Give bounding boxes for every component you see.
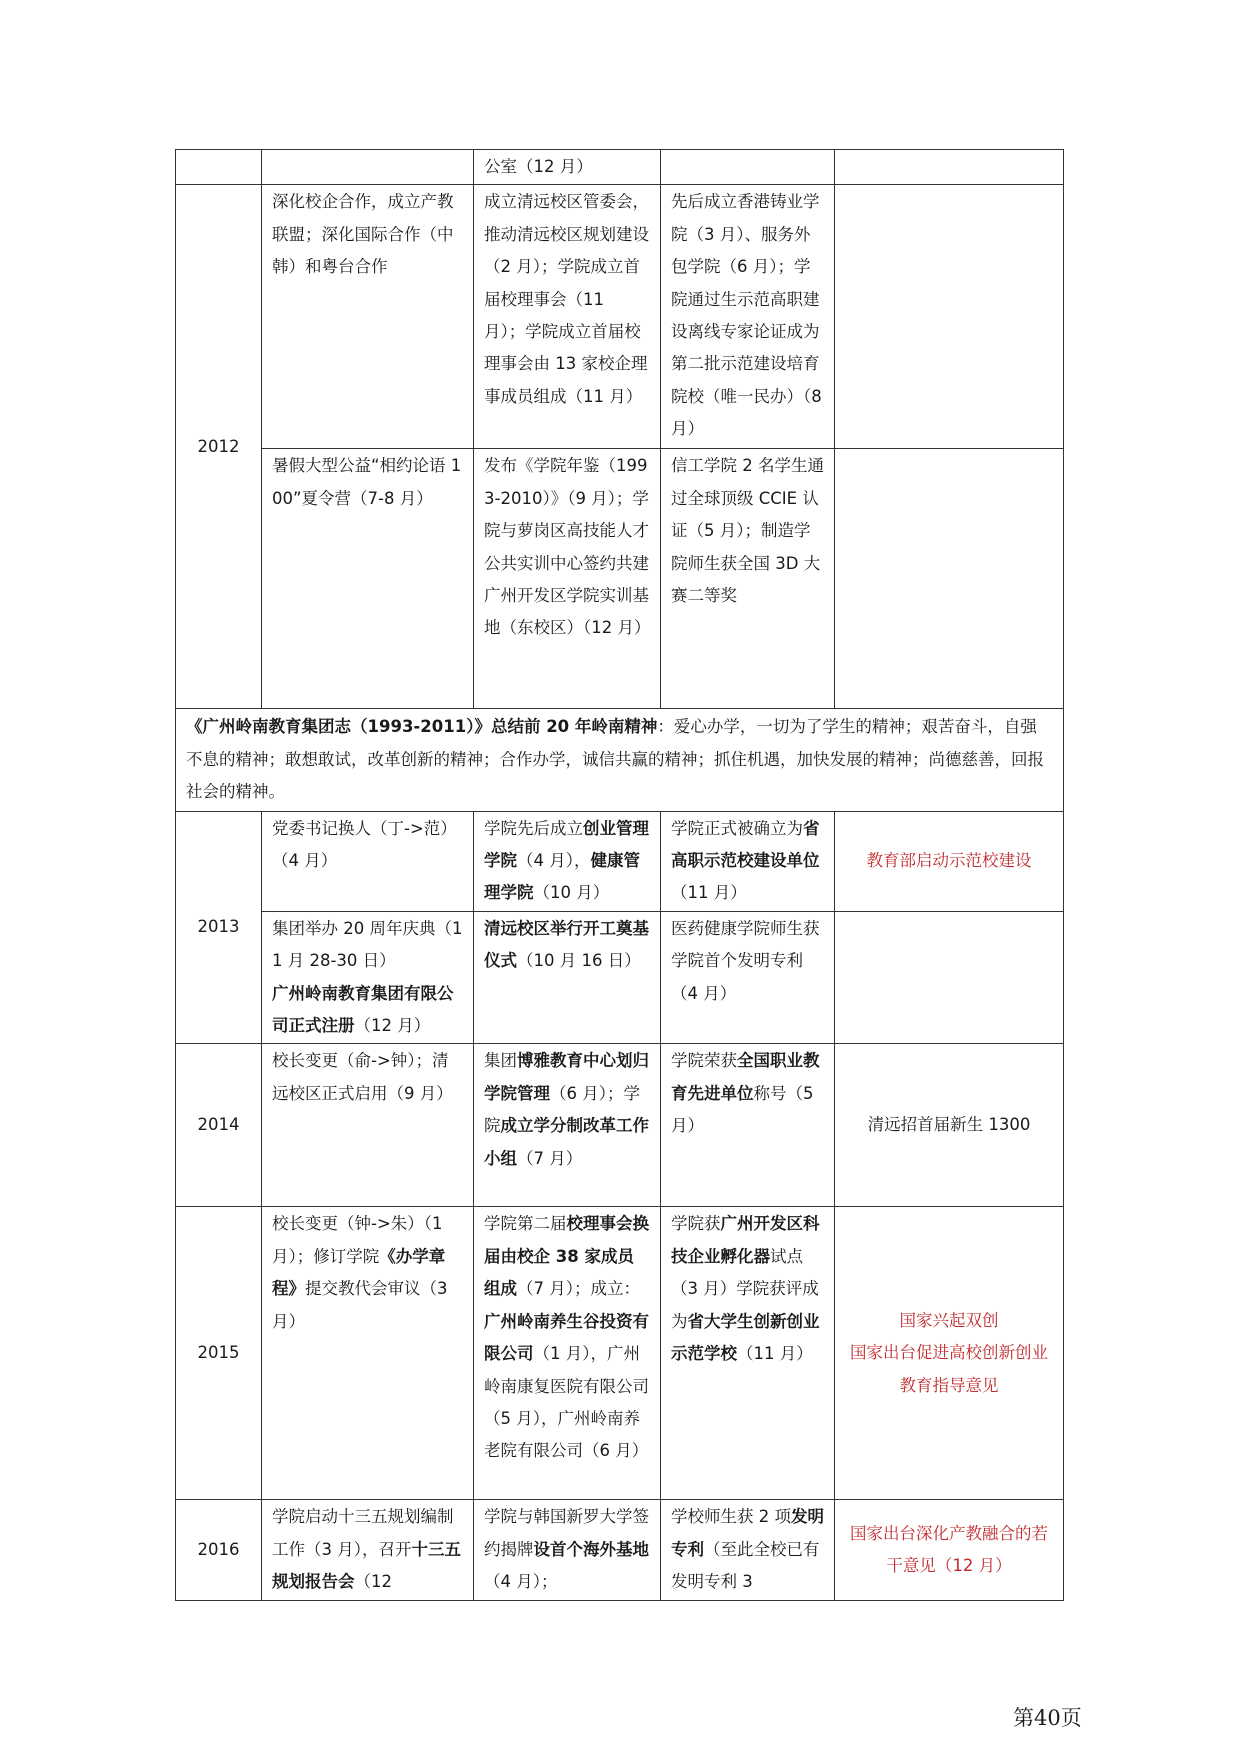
school-event-cell: 校长变更（钟->朱）（1 月）；修订学院《办学章程》提交教代会审议（3 月）: [262, 1207, 474, 1500]
achievement-cell: 学院荣获全国职业教育先进单位称号（5 月）: [661, 1044, 835, 1207]
school-event-cell: 暑假大型公益“相约论语 100”夏令营（7-8 月）: [262, 449, 474, 709]
school-event-cell: 校长变更（俞->钟）；清远校区正式启用（9 月）: [262, 1044, 474, 1207]
national-policy-cell: 清远招首届新生 1300: [835, 1044, 1064, 1207]
school-event-cell: 集团举办 20 周年庆典（11 月 28-30 日） 广州岭南教育集团有限公司正式注册（12 月）: [262, 911, 474, 1044]
table-row: [176, 911, 1064, 1044]
college-event-cell: 学院与韩国新罗大学签约揭牌设首个海外基地（4 月）；: [474, 1500, 661, 1600]
lingnan-spirit-paragraph: [176, 709, 1064, 811]
table-row: [176, 449, 1064, 709]
spirit-title: 《广州岭南教育集团志（1993-2011）》总结前 20 年岭南精神: [186, 717, 658, 737]
achievement-cell: 学院正式被确立为省高职示范校建设单位（11 月）: [661, 811, 835, 911]
national-policy-cell: 国家出台深化产教融合的若干意见（12 月）: [835, 1500, 1064, 1600]
year-cell: 2013: [176, 811, 262, 1044]
school-event-cell: 党委书记换人（丁->范）（4 月）: [262, 811, 474, 911]
table-row: [176, 185, 1064, 449]
table-row: [176, 1044, 1064, 1207]
national-policy-cell: [835, 911, 1064, 1044]
achievement-cell: 信工学院 2 名学生通过全球顶级 CCIE 认证（5 月）；制造学院师生获全国 3D 大赛二等奖: [661, 449, 835, 709]
national-policy-cell: [835, 150, 1064, 185]
achievement-cell: 学院获广州开发区科技企业孵化器试点（3 月）学院获评成为省大学生创新创业示范学校（11 月）: [661, 1207, 835, 1500]
college-event-cell: 学院先后成立创业管理学院（4 月），健康管理学院（10 月）: [474, 811, 661, 911]
table-row: [176, 709, 1064, 811]
year-cell: 2015: [176, 1207, 262, 1500]
year-cell: 2014: [176, 1044, 262, 1207]
college-event-cell: 公室（12 月）: [474, 150, 661, 185]
national-policy-cell: [835, 185, 1064, 449]
national-policy-cell: 国家兴起双创 国家出台促进高校创新创业教育指导意见: [835, 1207, 1064, 1500]
table-row: [176, 1500, 1064, 1600]
spirit-text: ：爱心办学，一切为了学生的精神；艰苦奋斗，自强不息的精神；敢想敢试，改革创新的精神；合作办学，诚信共赢的精神；抓住机遇，加快发展的精神；尚德慈善，回报社会的精神。: [186, 717, 1044, 802]
page-number: 第40页: [1013, 1706, 1082, 1730]
table-row: [176, 811, 1064, 911]
achievement-cell: [661, 150, 835, 185]
year-cell: 2012: [176, 185, 262, 709]
college-event-cell: 成立清远校区管委会，推动清远校区规划建设（2 月）；学院成立首届校理事会（11 月）；学院成立首届校理事会由 13 家校企理事成员组成（11 月）: [474, 185, 661, 449]
table-row: [176, 150, 1064, 185]
national-policy-cell: 教育部启动示范校建设: [835, 811, 1064, 911]
achievement-cell: 先后成立香港铸业学院（3 月）、服务外包学院（6 月）；学院通过生示范高职建设离线专家论证成为第二批示范建设培育院校（唯一民办）（8 月）: [661, 185, 835, 449]
national-policy-cell: [835, 449, 1064, 709]
year-cell: 2016: [176, 1500, 262, 1600]
school-event-cell: [262, 150, 474, 185]
college-event-cell: 发布《学院年鉴（1993-2010）》（9 月）；学院与萝岗区高技能人才公共实训中心签约共建广州开发区学院实训基地（东校区）（12 月）: [474, 449, 661, 709]
college-event-cell: 集团博雅教育中心划归学院管理（6 月）；学院成立学分制改革工作小组（7 月）: [474, 1044, 661, 1207]
school-event-cell: 深化校企合作，成立产教联盟；深化国际合作（中韩）和粤台合作: [262, 185, 474, 449]
achievement-cell: 学校师生获 2 项发明专利（至此全校已有发明专利 3: [661, 1500, 835, 1600]
achievement-cell: 医药健康学院师生获学院首个发明专利（4 月）: [661, 911, 835, 1044]
college-event-cell: 学院第二届校理事会换届由校企 38 家成员组成（7 月）；成立：广州岭南养生谷投资有限公司（1 月），广州岭南康复医院有限公司（5 月），广州岭南养老院有限公司（6 月）: [474, 1207, 661, 1500]
timeline-table: [175, 149, 1064, 1601]
college-event-cell: 清远校区举行开工奠基仪式（10 月 16 日）: [474, 911, 661, 1044]
school-event-cell: 学院启动十三五规划编制工作（3 月），召开十三五规划报告会（12: [262, 1500, 474, 1600]
table-row: [176, 1207, 1064, 1500]
year-cell: [176, 150, 262, 185]
